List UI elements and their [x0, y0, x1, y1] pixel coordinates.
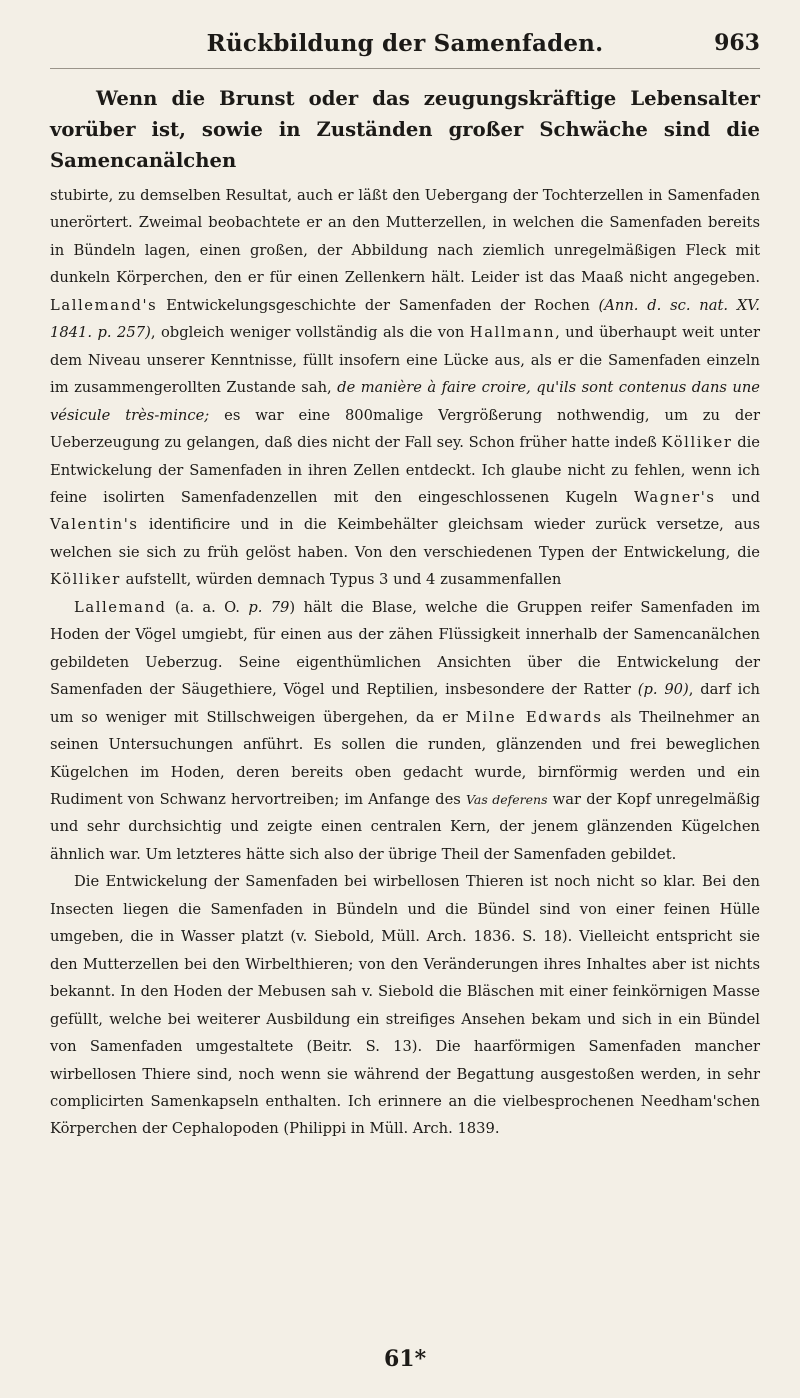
page-number: 963	[714, 30, 760, 56]
author-name: Lallemand	[74, 598, 167, 616]
body-paragraph-2: Lallemand (a. a. O. p. 79) hält die Blase, welche die Gruppen reifer Samenfaden im Hoden der Vögel umgiebt, für einen aus der zähen Flüssigkeit innerhalb der Samencanälchen gebildeten Ueberzug. Seine eigenthümlichen Ansichten über die Entwickelung der Samenfaden der Säugethiere, Vögel und Reptilien, insbesondere der Ratter (p. 90), darf ich um so weniger mit Stillschweigen übergehen, da er Milne Edwards als Theilnehmer an seinen Untersuchungen anführt. Es sollen die runden, glänzenden und frei beweglichen Kügelchen im Hoden, deren bereits oben gedacht wurde, birnförmig werden und ein Rudiment von Schwanz hervortreiben; im Anfange des Vas deferens war der Kopf unregelmäßig und sehr durchsichtig und zeigte einen centralen Kern, der jenem glänzenden Kügelchen ähnlich war. Um letzteres hätte sich also der übrige Theil der Samenfaden gebildet.	[50, 598, 761, 863]
citation: p. 79	[248, 598, 290, 616]
french-quote: de manière à faire croire, qu'ils sont contenus dans une vésicule très-mince;	[50, 379, 760, 424]
author-name: Wagner's	[633, 488, 716, 506]
author-name: Kölliker	[50, 571, 121, 589]
author-name: Kölliker	[661, 434, 733, 452]
running-title: Rückbildung der Samenfaden.	[206, 30, 604, 57]
author-name: Milne Edwards	[465, 708, 603, 726]
author-name: Lallemand's	[50, 296, 158, 314]
citation: (Ann. d. sc. nat. XV. 1841. p. 257)	[50, 296, 760, 342]
page-header	[50, 28, 760, 69]
signature-mark: 61*	[384, 1346, 427, 1372]
body-paragraph-1: stubirte, zu demselben Resultat, auch er läßt den Uebergang der Tochterzellen in Samenfaden unerörtert. Zweimal beobachtete er an den Mutterzellen, in welchen die Samenfaden bereits in Bündeln lagen, einen großen, der Abbildung nach ziemlich unregelmäßigen Fleck mit dunkeln Körperchen, den er für einen Zellenkern hält. Leider ist das Maaß nicht angegeben. Lallemand's Entwickelungsgeschichte der Samenfaden der Rochen (Ann. d. sc. nat. XV. 1841. p. 257), obgleich weniger vollständig als die von Hallmann, und überhaupt weit unter dem Niveau unserer Kenntnisse, füllt insofern eine Lücke aus, als er die Samenfaden einzeln im zusammengerollten Zustande sah, de manière à faire croire, qu'ils sont contenus dans une vésicule très-mince; es war eine 800malige Vergrößerung nothwendig, um zu der Ueberzeugung zu gelangen, daß dies nicht der Fall sey. Schon früher hatte indeß Kölliker die Entwickelung der Samenfaden in ihren Zellen entdeckt. Ich glaube nicht zu fehlen, wenn ich feine isolirten Samenfadenzellen mit den eingeschlossenen Kugeln Wagner's und Valentin's identificire und in die Keimbehälter gleichsam wieder zurück versetze, aus welchen sie sich zu früh gelöst haben. Von den verschiedenen Typen der Entwickelung, die Kölliker aufstellt, würden demnach Typus 3 und 4 zusammenfallen	[50, 187, 761, 589]
author-name: Hallmann	[469, 324, 556, 342]
body-paragraph-3: Die Entwickelung der Samenfaden bei wirbellosen Thieren ist noch nicht so klar. Bei den Insecten liegen die Samenfaden in Bündeln und die Bündel sind von einer feinen Hülle umgeben, die in Wasser platzt (v. Siebold, Müll. Arch. 1836. S. 18). Vielleicht entspricht sie den Mutterzellen bei den Wirbelthieren; von den Veränderungen ihres Inhaltes aber ist nichts bekannt. In den Hoden der Mebusen sah v. Siebold die Bläschen mit einer feinkörnigen Masse gefüllt, welche bei weiterer Ausbildung ein streifiges Ansehen bekam und sich in ein Bündel von Samenfaden umgestaltete (Beitr. S. 13). Die haarförmigen Samenfaden mancher wirbellosen Thiere sind, noch wenn sie während der Begattung ausgestoßen werden, in sehr complicirten Samenkapseln enthalten. Ich erinnere an die vielbesprochenen Needham'schen Körperchen der Cephalopoden (Philippi in Müll. Arch. 1839.	[50, 873, 760, 1138]
citation: (p. 90)	[637, 681, 689, 699]
lead-paragraph: Wenn die Brunst oder das zeugungskräftige Lebensalter vorüber ist, sowie in Zuständen großer Schwäche sind die Samencanälchen	[50, 87, 760, 172]
latin-term: Vas deferens	[466, 791, 548, 807]
author-name: Valentin's	[50, 516, 139, 534]
